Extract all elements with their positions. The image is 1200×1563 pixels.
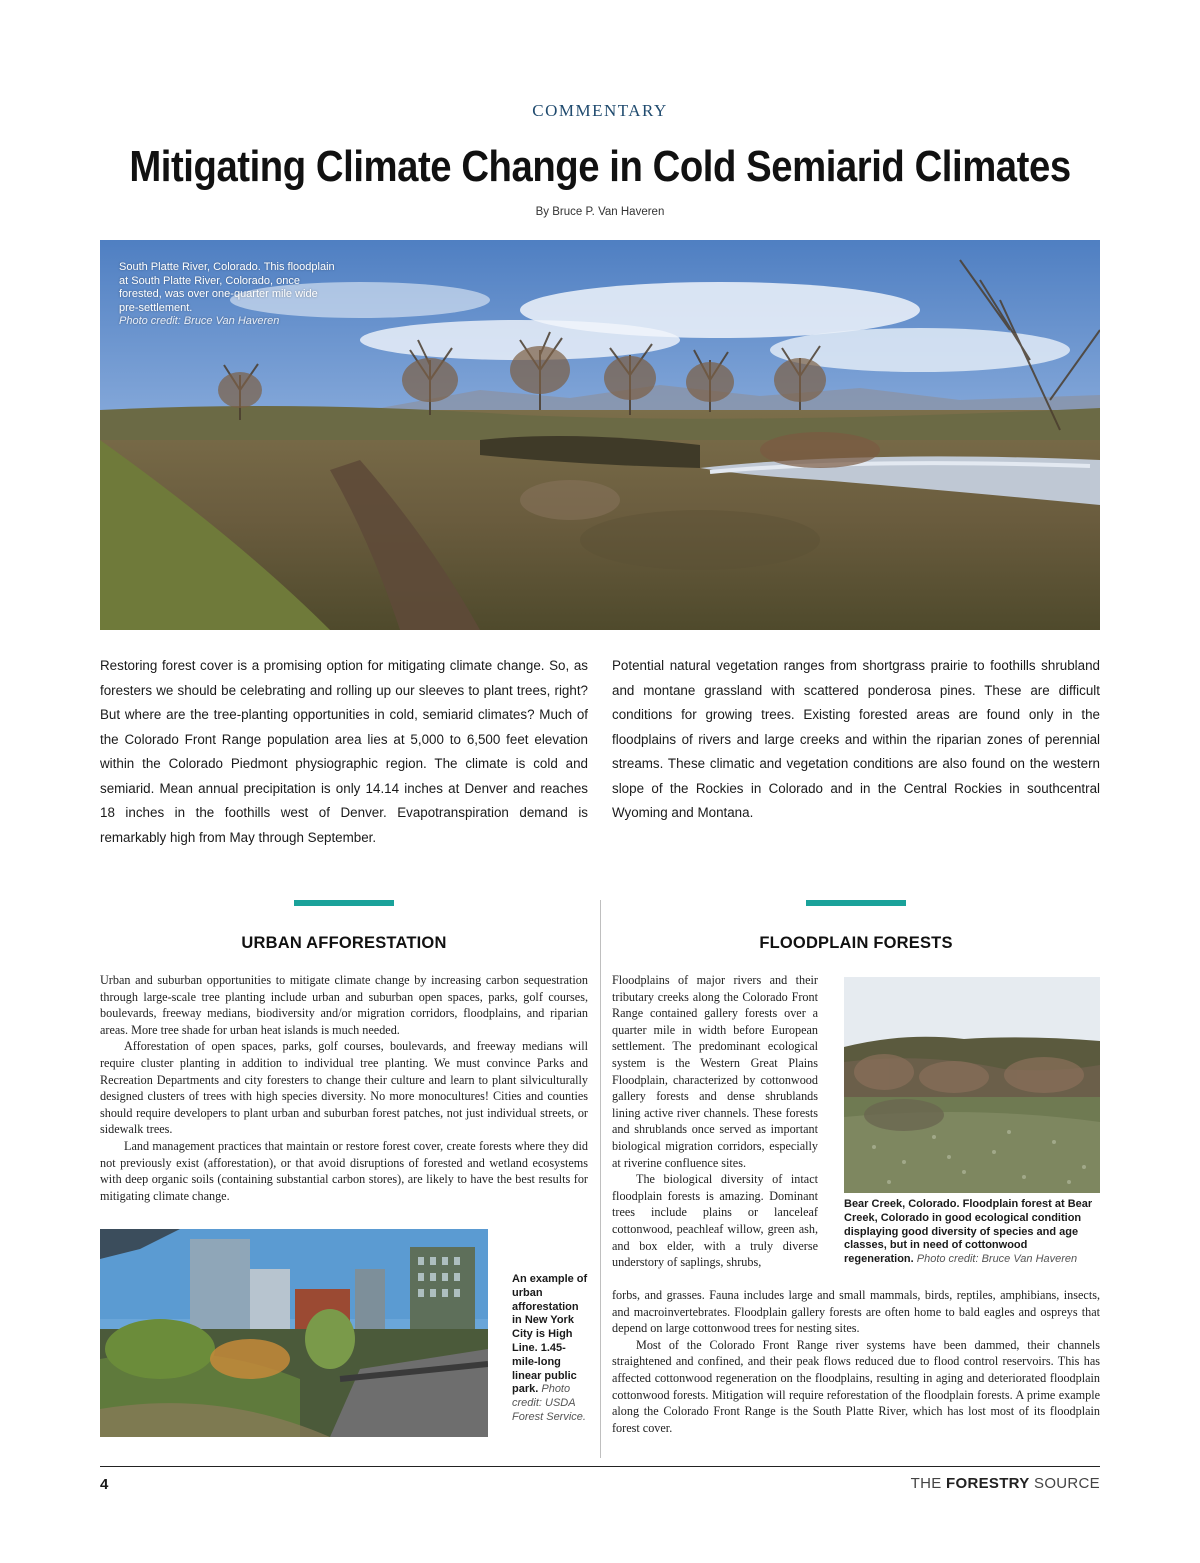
bear-creek-caption: [844, 1198, 1100, 1267]
footer-rule: [100, 1466, 1100, 1467]
floodplain-body-text-upper: [612, 972, 818, 1271]
hero-caption: [119, 261, 339, 329]
floodplain-body-text-lower: [612, 1287, 1100, 1436]
intro-paragraph-left: Restoring forest cover is a promising option for mitigating climate change. So, as foresters we should be celebrating and rolling up our sleeves to plant trees, right? But where are the tree-planting opportunities in cold, semiarid climates? Much of the Colorado Front Range population area lies at 5,000 to 6,500 feet elevation within the Colorado Piedmont physiographic region. The climate is cold and semiarid. Mean annual precipitation is only 14.14 inches at Denver and reaches 18 inches in the foothills west of Denver. Evapotranspiration demand is remarkably high from May through September.: [100, 658, 588, 845]
floodplain-paragraph-1: Floodplains of major rivers and their tributary creeks along the Colorado Front Range contained gallery forests over a quarter mile in width before European settlement. The predominant ecological system is the Western Great Plains Floodplain, characterized by cottonwood gallery forests and dense shrublands lining active river channels. These forests and shrublands once served as important biological migration corridors, especially at riverine confluence sites.: [612, 973, 818, 1170]
intro-paragraph-right: Potential natural vegetation ranges from shortgrass prairie to foothills shrubland and montane grassland with scattered ponderosa pines. These are difficult conditions for growing trees. Existing forested areas are found only in the floodplains of rivers and large creeks and within the riparian zones of perennial streams. These climatic and vegetation conditions are also found on the western slope of the Rockies in Colorado and in the Central Rockies in southcentral Wyoming and Montana.: [612, 658, 1100, 820]
floodplain-accent-bar: [806, 900, 906, 906]
hero-photo-credit: Photo credit: Bruce Van Haveren: [119, 315, 280, 327]
floodplain-forests-heading: FLOODPLAIN FORESTS: [759, 934, 953, 952]
high-line-caption: [512, 1273, 590, 1425]
high-line-photo-credit: Photo credit: USDA Forest Service.: [512, 1383, 586, 1423]
bear-creek-image: [844, 977, 1100, 1193]
urban-body-text: [100, 972, 588, 1204]
bear-creek-photo: [844, 977, 1100, 1193]
high-line-caption-text: An example of urban afforestation in New York City is High Line. 1.45-mile-long linear public park.: [512, 1273, 588, 1396]
magazine-name: [911, 1475, 1100, 1492]
high-line-image: [100, 1229, 488, 1437]
brand-forestry: FORESTRY: [946, 1475, 1030, 1492]
page-number: 4: [100, 1476, 109, 1493]
article-title: Mitigating Climate Change in Cold Semiarid Climates: [129, 142, 1071, 191]
hero-photo: [100, 240, 1100, 630]
brand-the: THE: [910, 1475, 947, 1492]
urban-paragraph-1: Urban and suburban opportunities to mitigate climate change by increasing carbon sequestration through large-scale tree planting include urban and suburban open spaces, parks, golf courses, boulevards, freeway medians, biodiversity and/or migration corridors, floodplains, and riparian areas. More tree shade for urban heat islands is much needed.: [100, 973, 588, 1037]
column-divider: [600, 900, 601, 1458]
urban-accent-bar: [294, 900, 394, 906]
section-kicker: COMMENTARY: [532, 101, 668, 120]
hero-caption-text: South Platte River, Colorado. This floodplain at South Platte River, Colorado, once forested, was over one-quarter mile wide pre-settlement.: [119, 261, 335, 314]
brand-source: SOURCE: [1029, 1475, 1100, 1492]
urban-afforestation-heading: URBAN AFFORESTATION: [241, 934, 447, 952]
bear-creek-caption-text: Bear Creek, Colorado. Floodplain forest at Bear Creek, Colorado in good ecological condition displaying good diversity of species and age classes, but in need of cottonwood regeneration.: [844, 1198, 1093, 1266]
floodplain-paragraph-2a: The biological diversity of intact floodplain forests is amazing. Dominant trees include plains or lanceleaf cottonwood, peachleaf willow, green ash, and box elder, with a truly diverse understory of saplings, shrubs,: [612, 1172, 818, 1270]
bear-creek-photo-credit: Photo credit: Bruce Van Haveren: [916, 1253, 1078, 1266]
byline: By Bruce P. Van Haveren: [535, 206, 665, 218]
high-line-photo: [100, 1229, 488, 1437]
floodplain-paragraph-3: Most of the Colorado Front Range river systems have been dammed, their channels straightened and confined, and their peak flows reduced due to flood control reservoirs. This has affected cottonwood regeneration on the floodplains, resulting in aging and deteriorated floodplain cottonwood forests. Mitigation will require reforestation of the floodplain forests. A prime example along the Colorado Front Range is the South Platte River, which has lost most of its floodplain forest cover.: [612, 1337, 1100, 1435]
urban-paragraph-2: Afforestation of open spaces, parks, golf courses, boulevards, and freeway medians will require cluster planting in addition to individual tree planting. We must convince Parks and Recreation Departments and city foresters to change their culture and learn to plant silviculturally designed clusters of trees with high species diversity. No more monocultures! Cities and counties should require developers to plant urban and suburban forest patches, not just individual streets, or sidewalk trees.: [100, 1039, 588, 1137]
urban-paragraph-3: Land management practices that maintain or restore forest cover, create forests where they did not previously exist (afforestation), or that avoid disruptions of forested and wetland ecosystems with deep organic soils (containing substantial carbon stores), are likely to have the best results for mitigating climate change.: [100, 1138, 588, 1203]
floodplain-paragraph-2b: forbs, and grasses. Fauna includes large and small mammals, birds, reptiles, amphibians, insects, and macroinvertebrates. Floodplain gallery forests are often home to bald eagles and ospreys that depend on large cottonwood trees for nesting sites.: [612, 1288, 1100, 1336]
